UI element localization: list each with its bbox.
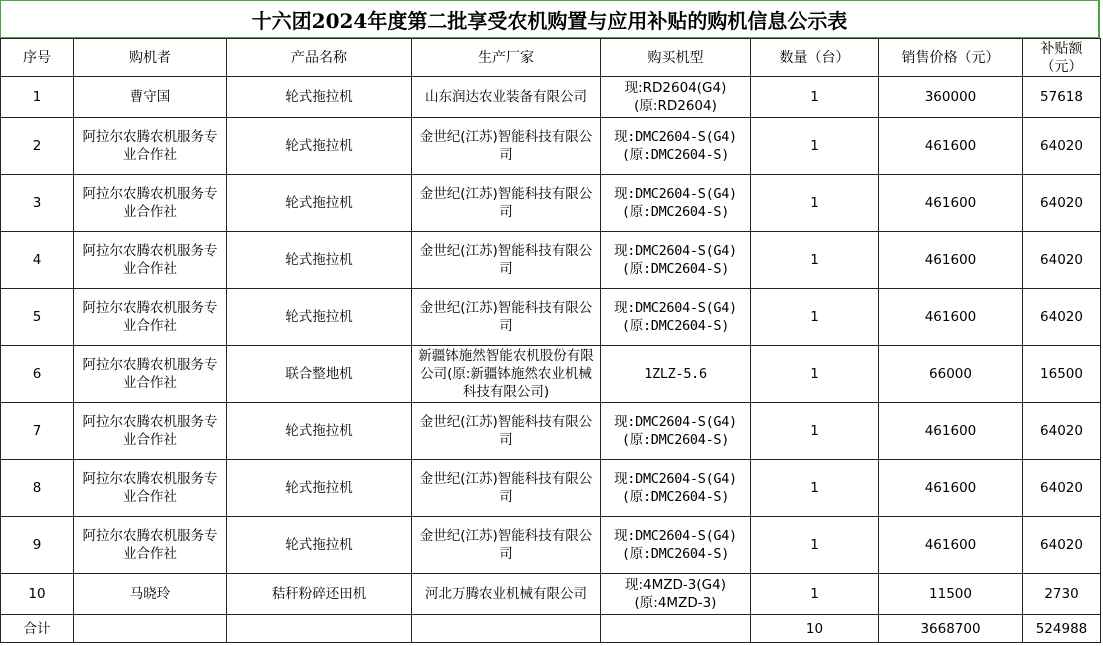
maker-cell: 金世纪(江苏)智能科技有限公司 (412, 289, 601, 346)
model-cell: 现:RD2604(G4)(原:RD2604) (601, 77, 751, 118)
price-cell: 461600 (879, 403, 1023, 460)
empty-cell (601, 615, 751, 643)
total-qty: 10 (751, 615, 879, 643)
header-cell: 序号 (1, 39, 74, 77)
product-cell: 轮式拖拉机 (227, 77, 412, 118)
buyer-cell: 阿拉尔农腾农机服务专业合作社 (74, 346, 227, 403)
total-subsidy: 524988 (1023, 615, 1101, 643)
price-cell: 360000 (879, 77, 1023, 118)
model-cell: 现:DMC2604-S(G4)(原:DMC2604-S) (601, 517, 751, 574)
empty-cell (227, 615, 412, 643)
row-number: 3 (1, 175, 74, 232)
table-title: 十六团2024年度第二批享受农机购置与应用补贴的购机信息公示表 (0, 0, 1100, 38)
price-cell: 461600 (879, 118, 1023, 175)
buyer-cell: 阿拉尔农腾农机服务专业合作社 (74, 232, 227, 289)
buyer-cell: 马晓玲 (74, 574, 227, 615)
subsidy-cell: 64020 (1023, 403, 1101, 460)
table-row (1, 77, 1101, 118)
header-cell: 销售价格（元） (879, 39, 1023, 77)
subsidy-cell: 16500 (1023, 346, 1101, 403)
total-row (1, 615, 1101, 643)
maker-cell: 新疆钵施然智能农机股份有限公司(原:新疆钵施然农业机械科技有限公司) (412, 346, 601, 403)
empty-cell (74, 615, 227, 643)
product-cell: 轮式拖拉机 (227, 118, 412, 175)
row-number: 10 (1, 574, 74, 615)
row-number: 4 (1, 232, 74, 289)
table-row (1, 289, 1101, 346)
model-cell: 1ZLZ-5.6 (601, 346, 751, 403)
price-cell: 66000 (879, 346, 1023, 403)
empty-cell (412, 615, 601, 643)
subsidy-cell: 64020 (1023, 232, 1101, 289)
model-cell: 现:DMC2604-S(G4)(原:DMC2604-S) (601, 118, 751, 175)
subsidy-cell: 57618 (1023, 77, 1101, 118)
qty-cell: 1 (751, 289, 879, 346)
maker-cell: 金世纪(江苏)智能科技有限公司 (412, 460, 601, 517)
model-cell: 现:4MZD-3(G4)(原:4MZD-3) (601, 574, 751, 615)
header-row (1, 39, 1101, 77)
subsidy-cell: 64020 (1023, 289, 1101, 346)
model-cell: 现:DMC2604-S(G4)(原:DMC2604-S) (601, 232, 751, 289)
subsidy-cell: 64020 (1023, 517, 1101, 574)
table-row (1, 232, 1101, 289)
subsidy-cell: 2730 (1023, 574, 1101, 615)
buyer-cell: 阿拉尔农腾农机服务专业合作社 (74, 403, 227, 460)
header-cell: 购买机型 (601, 39, 751, 77)
maker-cell: 金世纪(江苏)智能科技有限公司 (412, 232, 601, 289)
table-row (1, 574, 1101, 615)
table-row (1, 460, 1101, 517)
row-number: 2 (1, 118, 74, 175)
qty-cell: 1 (751, 460, 879, 517)
product-cell: 轮式拖拉机 (227, 289, 412, 346)
product-cell: 联合整地机 (227, 346, 412, 403)
row-number: 7 (1, 403, 74, 460)
maker-cell: 金世纪(江苏)智能科技有限公司 (412, 403, 601, 460)
header-cell: 数量（台） (751, 39, 879, 77)
buyer-cell: 阿拉尔农腾农机服务专业合作社 (74, 460, 227, 517)
table-row (1, 118, 1101, 175)
total-price: 3668700 (879, 615, 1023, 643)
buyer-cell: 阿拉尔农腾农机服务专业合作社 (74, 517, 227, 574)
row-number: 5 (1, 289, 74, 346)
row-number: 9 (1, 517, 74, 574)
product-cell: 轮式拖拉机 (227, 460, 412, 517)
model-cell: 现:DMC2604-S(G4)(原:DMC2604-S) (601, 403, 751, 460)
subsidy-cell: 64020 (1023, 175, 1101, 232)
price-cell: 461600 (879, 232, 1023, 289)
table-row (1, 403, 1101, 460)
price-cell: 461600 (879, 289, 1023, 346)
qty-cell: 1 (751, 574, 879, 615)
table-row (1, 175, 1101, 232)
subsidy-table (0, 38, 1101, 643)
model-cell: 现:DMC2604-S(G4)(原:DMC2604-S) (601, 175, 751, 232)
header-cell: 生产厂家 (412, 39, 601, 77)
header-cell: 购机者 (74, 39, 227, 77)
maker-cell: 山东润达农业装备有限公司 (412, 77, 601, 118)
product-cell: 轮式拖拉机 (227, 175, 412, 232)
product-cell: 秸秆粉碎还田机 (227, 574, 412, 615)
product-cell: 轮式拖拉机 (227, 403, 412, 460)
qty-cell: 1 (751, 232, 879, 289)
price-cell: 11500 (879, 574, 1023, 615)
subsidy-cell: 64020 (1023, 460, 1101, 517)
price-cell: 461600 (879, 175, 1023, 232)
maker-cell: 金世纪(江苏)智能科技有限公司 (412, 175, 601, 232)
product-cell: 轮式拖拉机 (227, 517, 412, 574)
qty-cell: 1 (751, 517, 879, 574)
qty-cell: 1 (751, 77, 879, 118)
total-label: 合计 (1, 615, 74, 643)
header-cell: 补贴额（元） (1023, 39, 1101, 77)
qty-cell: 1 (751, 118, 879, 175)
buyer-cell: 阿拉尔农腾农机服务专业合作社 (74, 175, 227, 232)
table-row (1, 517, 1101, 574)
buyer-cell: 阿拉尔农腾农机服务专业合作社 (74, 118, 227, 175)
maker-cell: 金世纪(江苏)智能科技有限公司 (412, 118, 601, 175)
row-number: 1 (1, 77, 74, 118)
table-row (1, 346, 1101, 403)
price-cell: 461600 (879, 460, 1023, 517)
product-cell: 轮式拖拉机 (227, 232, 412, 289)
qty-cell: 1 (751, 346, 879, 403)
qty-cell: 1 (751, 403, 879, 460)
qty-cell: 1 (751, 175, 879, 232)
header-cell: 产品名称 (227, 39, 412, 77)
row-number: 8 (1, 460, 74, 517)
maker-cell: 金世纪(江苏)智能科技有限公司 (412, 517, 601, 574)
model-cell: 现:DMC2604-S(G4)(原:DMC2604-S) (601, 289, 751, 346)
buyer-cell: 曹守国 (74, 77, 227, 118)
price-cell: 461600 (879, 517, 1023, 574)
model-cell: 现:DMC2604-S(G4)(原:DMC2604-S) (601, 460, 751, 517)
buyer-cell: 阿拉尔农腾农机服务专业合作社 (74, 289, 227, 346)
subsidy-cell: 64020 (1023, 118, 1101, 175)
maker-cell: 河北万腾农业机械有限公司 (412, 574, 601, 615)
row-number: 6 (1, 346, 74, 403)
